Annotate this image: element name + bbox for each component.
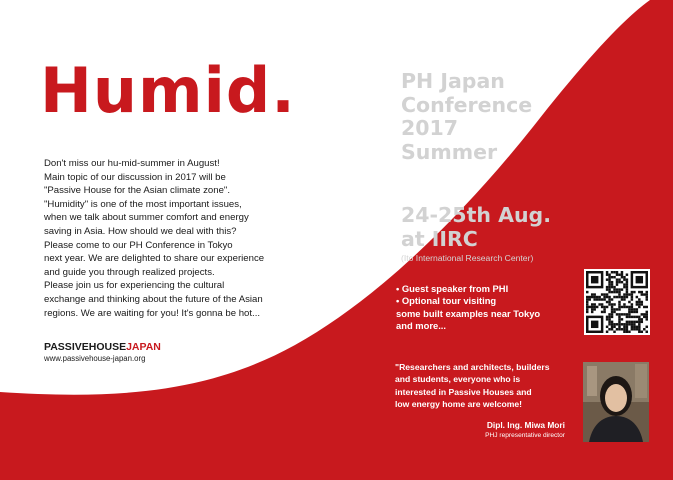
intro-text xyxy=(44,157,364,320)
passivehouse-japan-logo xyxy=(44,341,161,353)
intro-line: and guide you through realized projects. xyxy=(44,266,215,278)
speaker-photo xyxy=(583,362,649,442)
intro-line: regions. We are waiting for you! It's gonna be hot... xyxy=(44,307,261,319)
conference-title-line: Summer xyxy=(401,139,498,164)
date-line: 24-25th Aug. xyxy=(401,203,552,227)
intro-line: when we talk about summer comfort and energy xyxy=(44,212,249,224)
intro-line: Please come to our PH Conference in Tokyo xyxy=(44,239,233,251)
venue-note: (Ito International Research Center) xyxy=(401,253,534,263)
conference-date xyxy=(401,204,551,251)
welcome-quote xyxy=(395,361,550,410)
intro-line: saving in Asia. How should we deal with this? xyxy=(44,225,237,237)
headline: Humid. xyxy=(40,54,296,127)
highlight-item: • Guest speaker from PHI xyxy=(396,283,509,294)
conference-title-line: 2017 xyxy=(401,116,459,140)
speaker-role: PHJ representative director xyxy=(485,432,565,439)
intro-line: Don't miss our hu-mid-summer in August! xyxy=(44,158,220,169)
intro-line: "Passive House for the Asian climate zone". xyxy=(44,185,230,197)
date-line: at IIRC xyxy=(401,226,478,251)
logo-part-1: PASSIVEHOUSE xyxy=(44,341,127,353)
quote-line: low energy home are welcome! xyxy=(395,398,523,409)
quote-line: interested in Passive Houses and xyxy=(395,386,532,397)
logo-part-2: JAPAN xyxy=(126,341,161,353)
intro-line: next year. We are delighted to share our experience xyxy=(44,253,265,265)
conference-title-line: PH Japan xyxy=(401,69,505,93)
quote-line: "Researchers and architects, builders xyxy=(395,362,550,372)
intro-line: Please join us for experiencing the cultural xyxy=(44,280,225,292)
website-link[interactable]: www.passivehouse-japan.org xyxy=(44,354,146,363)
qr-code-icon[interactable] xyxy=(584,269,650,335)
quote-line: and students, everyone who is xyxy=(395,374,521,385)
highlight-item: some built examples near Tokyo xyxy=(396,307,541,319)
conference-title xyxy=(401,70,532,164)
highlight-item: • Optional tour visiting xyxy=(396,295,497,307)
highlights-list xyxy=(396,283,540,333)
intro-line: "Humidity" is one of the most important issues, xyxy=(44,198,242,210)
intro-line: Main topic of our discussion in 2017 will be xyxy=(44,171,226,183)
highlight-item: and more... xyxy=(396,320,447,332)
intro-line: exchange and thinking about the future of the Asian xyxy=(44,293,263,305)
speaker-name: Dipl. Ing. Miwa Mori xyxy=(486,420,565,430)
conference-title-line: Conference xyxy=(401,92,533,117)
